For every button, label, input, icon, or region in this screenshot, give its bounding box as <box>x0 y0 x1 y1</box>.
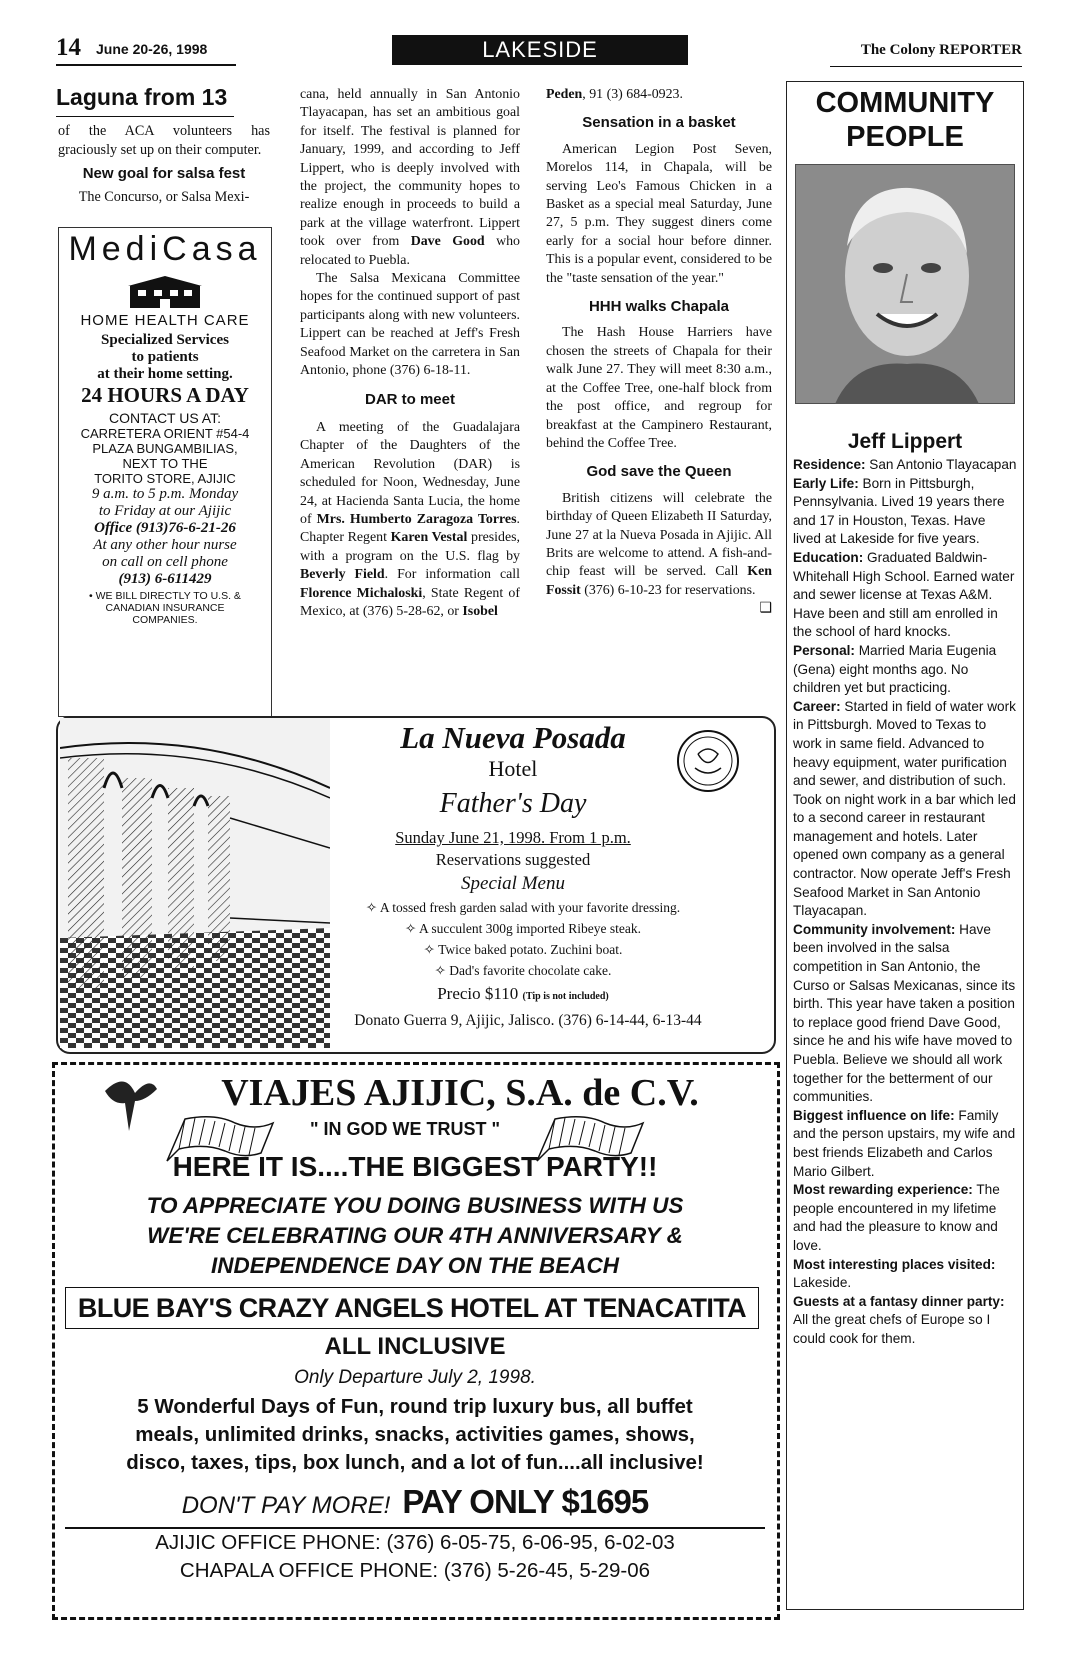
queen-story: British citizens will celebrate the birthday of Queen Elizabeth II Saturday, June 27 at la Nueva Posada in Ajijic. All Brits are welcome to attend. A fish-and-chip feast will be served. Call Ken Fossit (376) 6-10-23 for reservations. ❑ <box>546 490 772 617</box>
posada-reservations: Reservations suggested <box>435 850 591 869</box>
medicasa-ad <box>58 227 272 717</box>
viajes-dont: DON'T PAY MORE! <box>181 1492 391 1519</box>
header-rule-right <box>830 66 1022 67</box>
cp-title-1: COMMUNITY <box>815 87 995 119</box>
viajes-t2: WE'RE CELEBRATING OUR 4TH ANNIVERSARY & <box>147 1223 683 1248</box>
viajes-ad <box>52 1062 780 1620</box>
medicasa-l2: Specialized Services <box>101 332 229 348</box>
bio-influence: Biggest influence on life: Family and the person upstairs, my wife and best friends Elizabeth and Carlos Mario Gilbert. <box>793 1107 1016 1179</box>
col1-intro: of the ACA volunteers has graciously set up on their computer. <box>58 123 270 158</box>
medicasa-l17: • WE BILL DIRECTLY TO U.S. & <box>89 590 241 602</box>
posada-menu-title: Special Menu <box>461 873 565 894</box>
posada-address: Donato Guerra 9, Ajijic, Jalisco. (376) 6-14-44, 6-13-44 <box>354 1012 702 1029</box>
peden-line: Peden, 91 (3) 684-0923. <box>546 87 683 102</box>
arcade-illustration <box>60 718 330 1048</box>
menu-item-3: ✧ Twice baked potato. Zuchini boat. <box>423 942 623 957</box>
menu-item-4: ✧ Dad's favorite chocolate cake. <box>434 963 612 978</box>
salsa-story-2: The Salsa Mexicana Committee hopes for the continued support of past participants along with new volunteers. Lippert can be reached at Jeff's Fresh Seafood Market on the carretera in San Antonio, phone (376) 6-18-11. <box>300 271 520 379</box>
bio-residence: Residence: San Antonio Tlayacapan <box>793 457 1017 472</box>
col1-text <box>58 122 270 206</box>
col2-text <box>300 86 520 621</box>
medicasa-l19: COMPANIES. <box>132 614 198 626</box>
queen-headline: God save the Queen <box>586 463 732 481</box>
menu-item-2: ✧ A succulent 300g imported Ribeye steak. <box>405 921 641 936</box>
viajes-departure: Only Departure July 2, 1998. <box>294 1367 536 1388</box>
bio-text <box>787 454 1023 1349</box>
viajes-b1: 5 Wonderful Days of Fun, round trip luxury bus, all buffet <box>137 1395 693 1418</box>
medicasa-l10: TORITO STORE, AJIJIC <box>94 471 236 486</box>
col3-text <box>546 86 772 619</box>
viajes-party: HERE IT IS....THE BIGGEST PARTY!! <box>172 1151 658 1182</box>
bio-education: Education: Graduated Baldwin-Whitehall High School. Earned water and sewer license at Texas A&M. Have been and still am enrolled in the school of hard knocks. <box>793 549 1015 640</box>
laguna-rule <box>56 116 234 117</box>
viajes-pay: PAY ONLY $1695 <box>402 1483 649 1520</box>
posada-hotel: Hotel <box>488 756 538 781</box>
laguna-title: Laguna from 13 <box>56 84 228 110</box>
viajes-t1: TO APPRECIATE YOU DOING BUSINESS WITH US <box>146 1193 684 1218</box>
viajes-ph1: AJIJIC OFFICE PHONE: (376) 6-05-75, 6-06-95, 6-02-03 <box>155 1531 675 1554</box>
posada-price: Precio $110 (Tip is not included) <box>437 984 609 1003</box>
medicasa-l18: CANADIAN INSURANCE <box>105 602 225 614</box>
hhh-story: The Hash House Harriers have chosen the streets of Chapala for their walk June 27. They will meet 8:30 a.m., at the Coffee Tree, one-half block from the post office, and regroup for breakfast at the Campinero Restaurant, behind the Coffee Tree. <box>546 325 772 451</box>
medicasa-l16: (913) 6-611429 <box>118 571 212 587</box>
posada-ad <box>56 716 776 1054</box>
viajes-b2: meals, unlimited drinks, snacks, activities games, shows, <box>135 1423 695 1446</box>
house-icon <box>120 274 210 310</box>
viajes-hotel: BLUE BAY'S CRAZY ANGELS HOTEL AT TENACATITA <box>65 1287 759 1329</box>
medicasa-l6: CONTACT US AT: <box>108 410 221 426</box>
bio-involvement: Community involvement: Have been involved in the salsa competition in San Antonio, the Curso or Salsas Mexicanas, since its birth. This year have taken a position to replace good friend Dave Good, since he and his wife have moved to Puebla. Believe we should all work together for the betterment of our communities. <box>793 921 1016 1105</box>
viajes-motto: " IN GOD WE TRUST " <box>309 1119 501 1139</box>
bio-places: Most interesting places visited: Lakeside. <box>793 1256 996 1291</box>
medicasa-l7: CARRETERA ORIENT #54-4 <box>80 426 250 441</box>
viajes-rule <box>65 1527 765 1529</box>
hhh-headline: HHH walks Chapala <box>588 298 730 316</box>
viajes-name: VIAJES AJIJIC, S.A. de C.V. <box>221 1072 699 1114</box>
salsa-story: cana, held annually in San Antonio Tlayacapan, has set an ambitious goal for itself. The festival is planned for January, 1999, and according to Jeff Lippert, who is deeply involved with the project, the community hopes to realize enough in proceeds to build a park at the village waterfront. Lippert took over from Dave Good who relocated to Puebla. <box>300 87 520 268</box>
viajes-price-line <box>65 1483 765 1521</box>
medicasa-l3: to patients <box>131 349 199 365</box>
section-banner: LAKESIDE <box>392 35 688 65</box>
header-rule-left <box>56 64 236 66</box>
medicasa-l1: HOME HEALTH CARE <box>80 312 250 329</box>
posada-seal-icon <box>673 726 743 796</box>
viajes-t3: INDEPENDENCE DAY ON THE BEACH <box>211 1253 619 1278</box>
page-number: 14 <box>56 34 81 61</box>
medicasa-l13: Office (913)76-6-21-26 <box>94 520 236 536</box>
dar-headline: DAR to meet <box>364 390 455 408</box>
portrait-photo <box>795 164 1015 404</box>
person-name: Jeff Lippert <box>847 430 963 453</box>
community-people-box <box>786 81 1024 1610</box>
bio-early-life: Early Life: Born in Pittsburgh, Pennsylvania. Lived 19 years there and 17 in Houston, Texas. Have lived at Lakeside for five years. <box>793 475 1005 547</box>
bio-guests: Guests at a fantasy dinner party: All the great chefs of Europe so I could cook for them. <box>793 1293 1005 1346</box>
bio-personal: Personal: Married Maria Eugenia (Gena) eight months ago. No children yet but practicing. <box>793 642 997 696</box>
medicasa-l4: at their home setting. <box>97 366 233 382</box>
salsa-headline: New goal for salsa fest <box>82 165 246 183</box>
basket-story: American Legion Post Seven, Morelos 114, in Chapala, will be serving Leo's Famous Chicken in a Basket as a special meal Saturday, June 27, 5 p.m. They suggest diners come early for a social hour before dinner. This is a popular event, considered to be the "taste sensation of the year." <box>546 141 772 286</box>
fathers-day: Father's Day <box>439 788 587 819</box>
cp-title-2: PEOPLE <box>846 121 964 153</box>
posada-date: Sunday June 21, 1998. From 1 p.m. <box>395 828 631 847</box>
medicasa-l15: on call on cell phone <box>102 554 228 570</box>
col1-lead: The Concurso, or Salsa Mexi- <box>78 188 250 205</box>
menu-item-1: ✧ A tossed fresh garden salad with your favorite dressing. <box>365 900 681 915</box>
basket-headline: Sensation in a basket <box>582 114 736 132</box>
medicasa-l12: to Friday at our Ajijic <box>98 503 232 519</box>
bio-rewarding: Most rewarding experience: The people encountered in my lifetime and had the pleasure to know and love. <box>793 1182 1000 1253</box>
viajes-b3: disco, taxes, tips, box lunch, and a lot of fun....all inclusive! <box>126 1451 704 1474</box>
medicasa-l9: NEXT TO THE <box>122 456 208 471</box>
medicasa-l5: 24 HOURS A DAY <box>81 383 249 407</box>
medicasa-l11: 9 a.m. to 5 p.m. Monday <box>91 486 239 502</box>
posada-name: La Nueva Posada <box>400 720 626 755</box>
issue-date: June 20-26, 1998 <box>96 41 208 57</box>
paper-name: The Colony REPORTER <box>860 42 1022 58</box>
medicasa-l14: At any other hour nurse <box>93 537 237 553</box>
viajes-ph2: CHAPALA OFFICE PHONE: (376) 5-26-45, 5-29-06 <box>179 1559 651 1582</box>
dar-story: A meeting of the Guadalajara Chapter of the Daughters of the American Revolution (DAR) is scheduled for Noon, Wednesday, June 24, at Hacienda Santa Lucia, the home of Mrs. Humberto Zaragoza Torres. Chapter Regent Karen Vestal presides, with a program on the U.S. flag by Beverly Field. For information call Florence Michaloski, State Regent of Mexico, at (376) 5-28-62, or Isobel <box>300 419 520 619</box>
medicasa-l8: PLAZA BUNGAMBILIAS, <box>92 441 238 456</box>
viajes-inclusive: ALL INCLUSIVE <box>324 1333 506 1360</box>
medicasa-name: MediCasa <box>68 230 262 268</box>
bio-career: Career: Started in field of water work in Pittsburgh. Moved to Texas to work in same field. Advanced to heavy equipment, water purification and sewer, and distribution of such. Took on night work in a bar which led to a second career in restaurant management and hotels. Later opened own company as a general contractor. Now operate Jeff's Fresh Seafood Market in San Antonio Tlayacapan. <box>793 698 1016 919</box>
